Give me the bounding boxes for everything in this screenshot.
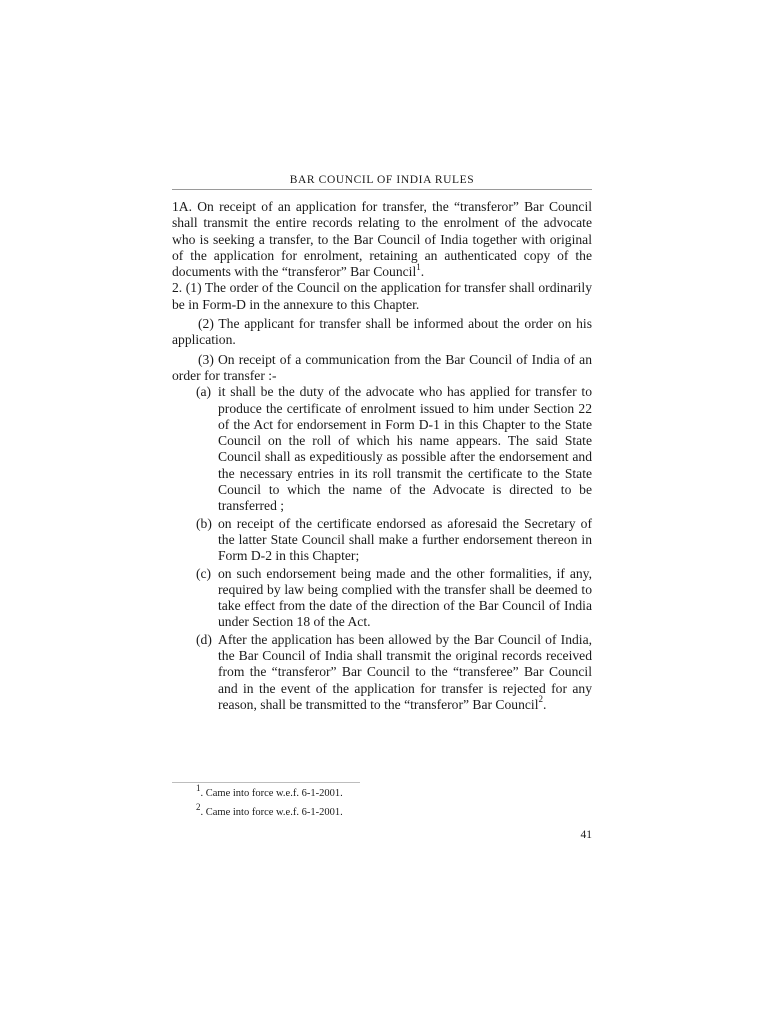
footnote-ref-1: 1 — [416, 261, 421, 272]
footnote-2 — [196, 801, 343, 819]
rule-2-3-paragraph: (3) On receipt of a communication from the Bar Council of India of an order for transfer :- — [172, 351, 592, 383]
list-item-label: (c) — [196, 565, 212, 581]
footnote-ref-2: 2 — [538, 694, 543, 705]
list-item-label: (d) — [196, 631, 212, 647]
footnote-text: . Came into force w.e.f. 6-1-2001. — [200, 788, 343, 799]
rule-1a-end: . — [420, 264, 425, 280]
footnote-mark: 2 — [196, 801, 201, 812]
list-item-text: on receipt of the certificate endorsed as aforesaid the Secretary of the latter State Council shall make a further endorsement thereon in Form D-2 in this Chapter; — [218, 515, 592, 564]
list-item-c — [172, 566, 592, 631]
list-item-text: on such endorsement being made and the other formalities, if any, required by law being complied with the transfer shall be deemed to take effect from the date of the direction of the Bar Council of India under Section 18 of the Act. — [218, 565, 592, 630]
rule-2-1-paragraph: 2. (1) The order of the Council on the application for transfer shall ordinarily be in Form-D in the annexure to this Chapter. — [172, 280, 592, 312]
list-item-a — [172, 384, 592, 514]
running-header: BAR COUNCIL OF INDIA RULES — [289, 174, 475, 186]
rule-1a-text: 1A. On receipt of an application for transfer, the “transferor” Bar Council shall transmit the entire records relating to the enrolment of the advocate who is seeking a transfer, to the Bar Council of India together with original of the application for enrolment, retaining an authenticated copy of the documents with the “transferor” Bar Council — [172, 199, 592, 280]
body-text — [172, 199, 592, 713]
list-item-b — [172, 516, 592, 565]
header-divider — [172, 189, 592, 190]
list-item-text — [218, 632, 592, 712]
list-item-d — [172, 632, 592, 713]
rule-1a-paragraph — [172, 199, 592, 280]
list-item-text: it shall be the duty of the advocate who has applied for transfer to produce the certificate of enrolment issued to him under Section 22 of the Act for endorsement in Form D-1 in this Chapter to the State Council on the roll of which his name appears. The said State Council shall as expeditiously as possible after the endorsement and the necessary entries in its roll transmit the certificate to the State Council to which the name of the Advocate is directed to be transferred ; — [218, 384, 592, 514]
list-item-d-text: After the application has been allowed by the Bar Council of India, the Bar Council of India shall transmit the original records received from the “transferor” Bar Council to the “transferee” Bar Council and in the event of the application for transfer is rejected for any reason, shall be transmitted to the “transferor” Bar Council — [218, 631, 592, 712]
list-item-d-end: . — [542, 696, 547, 712]
footnote-mark: 1 — [196, 782, 201, 793]
list-item-label: (a) — [196, 384, 212, 400]
footnote-1 — [196, 782, 343, 800]
rule-2-2-paragraph: (2) The applicant for transfer shall be informed about the order on his application. — [172, 316, 592, 348]
footnote-text: . Came into force w.e.f. 6-1-2001. — [200, 807, 343, 818]
page-number: 41 — [580, 829, 592, 841]
list-item-label: (b) — [196, 515, 212, 531]
